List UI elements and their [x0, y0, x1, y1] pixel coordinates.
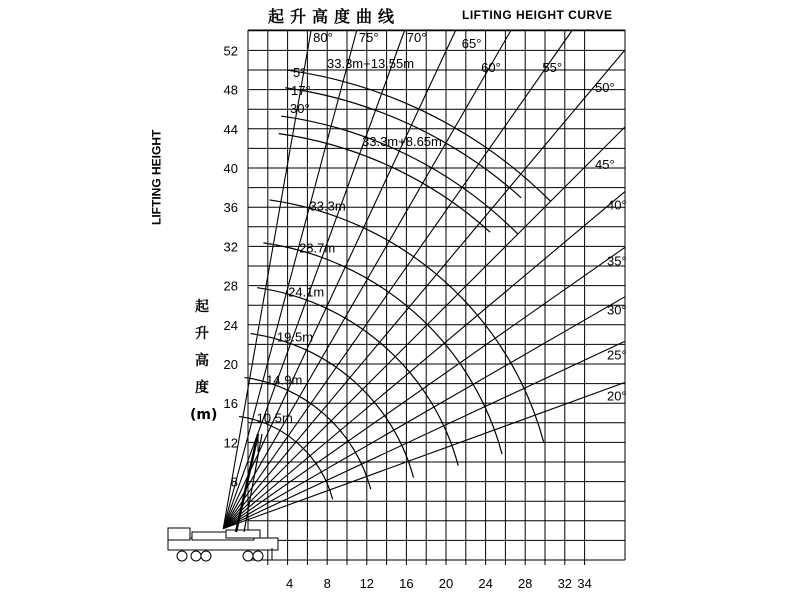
- truck-cab: [168, 528, 190, 540]
- y-axis-label-english: LIFTING HEIGHT: [149, 129, 164, 225]
- boom-angle-label: 30°: [607, 302, 627, 318]
- x-tick-label: 12: [359, 576, 375, 591]
- truck-wheel: [253, 551, 263, 561]
- boom-angle-label: 75°: [358, 30, 379, 45]
- y-tick-label: 8: [230, 474, 238, 490]
- y-tick-label: 36: [223, 200, 238, 216]
- truck-turret: [226, 530, 260, 538]
- jib-config-label: 33.3m+8.65m: [362, 134, 442, 149]
- y-tick-label: 44: [223, 121, 238, 137]
- x-tick-label: 24: [478, 576, 493, 591]
- boom-angle-label: 35°: [607, 253, 627, 269]
- boom-angle-label: 80°: [313, 30, 333, 45]
- truck-wheel: [177, 551, 187, 561]
- boom-angle-line: [223, 30, 404, 529]
- boom-length-label: 28.7m: [299, 240, 336, 256]
- boom-angle-label: 50°: [595, 79, 615, 95]
- y-tick-label: 16: [223, 396, 238, 412]
- x-tick-label: 16: [399, 576, 414, 591]
- boom-angle-label: 70°: [406, 30, 427, 45]
- boom-angle-label: 25°: [607, 347, 627, 363]
- y-tick-label: 40: [223, 161, 238, 176]
- boom-length-label: 10.5m: [256, 410, 293, 426]
- chart-title-english: LIFTING HEIGHT CURVE: [462, 8, 613, 22]
- truck-wheel: [191, 551, 201, 561]
- boom-length-label: 14.9m: [266, 372, 303, 388]
- y-tick-label: 28: [223, 278, 238, 294]
- x-tick-label: 28: [517, 576, 533, 591]
- jib-offset-label: 5°: [293, 65, 306, 80]
- crane-truck-icon: [168, 434, 278, 561]
- boom-angle-label: 55°: [542, 60, 563, 75]
- boom-angle-label: 20°: [607, 388, 627, 404]
- x-tick-label: 32: [557, 576, 573, 591]
- truck-wheel: [201, 551, 211, 561]
- x-tick-label: 8: [323, 576, 331, 591]
- boom-angle-label: 45°: [595, 156, 615, 172]
- boom-length-arc: [251, 334, 414, 478]
- boom-length-arcs: [239, 200, 544, 499]
- jib-offset-label: 17°: [291, 83, 311, 98]
- boom-length-label: 19.5m: [276, 329, 314, 345]
- y-tick-label: 48: [223, 82, 238, 98]
- y-tick-label: 52: [223, 43, 238, 59]
- y-tick-label: 24: [223, 317, 238, 333]
- x-tick-label: 4: [285, 576, 294, 591]
- y-axis-label-chinese: 起升高度(m): [190, 299, 218, 423]
- y-tick-label: 20: [223, 357, 238, 372]
- boom-angle-label: 65°: [461, 36, 482, 51]
- jib-config-label: 33.3m+13.55m: [327, 56, 415, 71]
- x-tick-label: 20: [438, 576, 454, 591]
- boom-length-label: 33.3m: [309, 198, 346, 214]
- truck-wheel: [243, 551, 253, 561]
- chart-title-chinese: 起升高度曲线: [268, 7, 401, 26]
- boom-length-label: 24.1m: [288, 284, 325, 300]
- jib-offset-label: 30°: [290, 101, 310, 116]
- y-tick-label: 32: [223, 239, 238, 255]
- boom-angle-label: 60°: [481, 60, 501, 75]
- x-tick-label: 34: [577, 576, 592, 591]
- boom-angle-label: 40°: [607, 197, 627, 213]
- y-tick-label: 12: [223, 435, 238, 451]
